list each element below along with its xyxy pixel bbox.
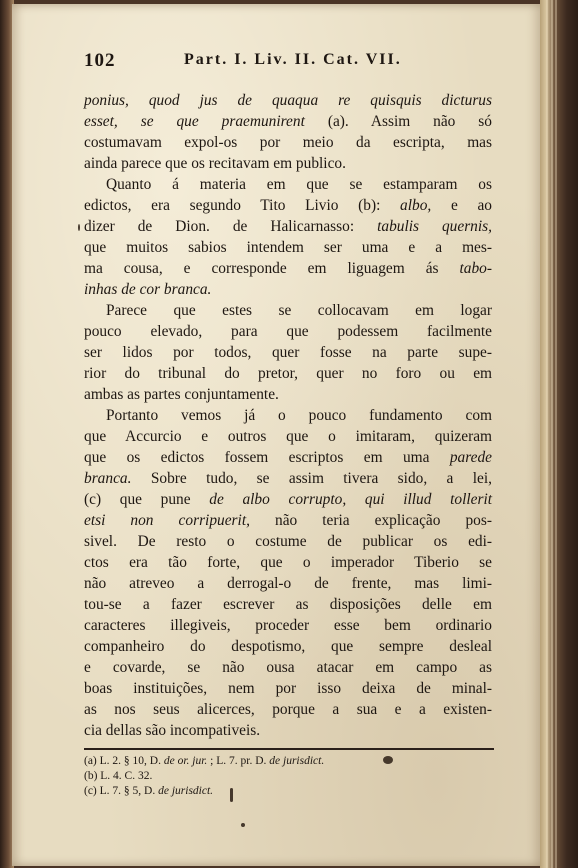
- text-line: [84, 90, 492, 111]
- text-line: [84, 216, 492, 237]
- footnote: [84, 784, 494, 799]
- text-line: [84, 657, 492, 678]
- ink-speck: [78, 224, 80, 231]
- text-line: [84, 699, 492, 720]
- footnotes: [84, 754, 494, 799]
- text-line: [84, 447, 492, 468]
- text-run: não atreveo a derrogal-o de frente, mas limi-: [84, 575, 492, 592]
- body-text: [84, 90, 492, 741]
- italic-text: tabo-: [459, 260, 492, 277]
- text-line: [84, 531, 492, 552]
- ink-blot: [383, 756, 393, 764]
- footnote: [84, 769, 494, 784]
- italic-text: tabulis quernis,: [377, 218, 492, 235]
- text-line: [84, 153, 492, 174]
- text-run: sivel. De resto o costume de publicar os edi-: [84, 533, 492, 550]
- text-run: Parece que estes se collocavam em logar: [106, 302, 492, 319]
- text-line: [84, 720, 492, 741]
- text-line: [84, 405, 492, 426]
- text-line: [84, 342, 492, 363]
- text-line: [84, 279, 492, 300]
- text-line: [84, 468, 492, 489]
- text-line: [84, 510, 492, 531]
- italic-text: inhas de cor branca.: [84, 281, 212, 298]
- text-run: dizer de Dion. de Halicarnasso:: [84, 218, 378, 235]
- page-number: 102: [84, 50, 116, 71]
- text-line: [84, 678, 492, 699]
- text-run: ainda parece que os recitavam em publico.: [84, 155, 346, 172]
- text-run: (c) L. 7. § 5, D.: [84, 785, 159, 797]
- ink-speck: [230, 788, 233, 802]
- text-line: [84, 615, 492, 636]
- text-line: [84, 636, 492, 657]
- italic-text: esset, se que praemunirent: [84, 113, 305, 130]
- text-run: boas instituições, nem por isso deixa de minal-: [84, 680, 492, 697]
- page-content: [84, 44, 493, 797]
- footnote-rule: [84, 748, 494, 750]
- text-run: as nos seus alicerces, porque a sua e a existen-: [84, 701, 492, 718]
- text-line: [84, 237, 492, 258]
- text-line: [84, 384, 492, 405]
- text-line: [84, 489, 492, 510]
- text-run: tou-se a fazer escrever as disposições delle em: [84, 596, 492, 613]
- italic-text: albo,: [400, 197, 432, 214]
- text-run: companheiro do despotismo, que sempre desleal: [84, 638, 492, 655]
- text-run: (c) que pune: [84, 491, 210, 508]
- text-run: rior do tribunal do pretor, quer no foro ou em: [84, 365, 492, 382]
- text-line: [84, 174, 492, 195]
- text-line: [84, 111, 492, 132]
- text-run: ma cousa, e corresponde em liguagem ás: [84, 260, 460, 277]
- text-line: [84, 300, 492, 321]
- text-run: costumavam expol-os por meio da escripta, mas: [84, 134, 492, 151]
- italic-text: ponius, quod jus de quaqua re quisquis dicturus: [84, 92, 492, 109]
- text-run: ; L. 7. pr. D.: [207, 755, 270, 767]
- text-line: [84, 321, 492, 342]
- text-line: [84, 195, 492, 216]
- footnote: [84, 754, 494, 769]
- text-run: Quanto á materia em que se estamparam os: [106, 176, 492, 193]
- text-line: [84, 552, 492, 573]
- text-run: Portanto vemos já o pouco fundamento com: [106, 407, 492, 424]
- text-run: ser lidos por todos, quer fosse na parte supe-: [84, 344, 492, 361]
- text-run: Sobre tudo, se assim tivera sido, a lei,: [131, 470, 492, 487]
- text-run: que Accurcio e outros que o imitaram, quizeram: [84, 428, 492, 445]
- running-head: Part. I. Liv. II. Cat. VII.: [184, 51, 402, 68]
- italic-text: de albo corrupto, qui illud tollerit: [209, 491, 493, 508]
- italic-text: de jurisdict.: [158, 785, 214, 797]
- italic-text: etsi non corripuerit,: [84, 512, 250, 529]
- text-run: ambas as partes conjuntamente.: [84, 386, 279, 403]
- text-line: [84, 426, 492, 447]
- ink-speck: [241, 823, 245, 827]
- text-run: que os edictos fossem escriptos em uma: [84, 449, 450, 466]
- text-run: (a) L. 2. § 10, D.: [84, 755, 164, 767]
- text-line: [84, 258, 492, 279]
- italic-text: branca.: [84, 470, 132, 487]
- text-run: (a). Assim não só: [304, 113, 492, 130]
- book-right-edge: [540, 0, 578, 868]
- italic-text: parede: [449, 449, 492, 466]
- text-run: edictos, era segundo Tito Livio (b):: [84, 197, 401, 214]
- text-run: pouco elevado, para que podessem facilmente: [84, 323, 492, 340]
- text-line: [84, 363, 492, 384]
- italic-text: de or. jur.: [163, 755, 208, 767]
- text-run: cia dellas são incompativeis.: [84, 722, 261, 739]
- page-header: [84, 44, 492, 74]
- text-line: [84, 132, 492, 153]
- italic-text: de jurisdict.: [269, 755, 325, 767]
- text-line: [84, 594, 492, 615]
- text-run: ctos era tão forte, que o imperador Tiberio se: [84, 554, 492, 571]
- text-line: [84, 573, 492, 594]
- text-run: e covarde, se não ousa atacar em campo as: [84, 659, 492, 676]
- text-run: caracteres illegiveis, proceder esse bem ordinario: [84, 617, 492, 634]
- text-run: que muitos sabios intendem ser uma e a mes-: [84, 239, 492, 256]
- text-run: não teria explicação pos-: [249, 512, 492, 529]
- text-run: (b) L. 4. C. 32.: [84, 770, 153, 782]
- text-run: e ao: [431, 197, 492, 214]
